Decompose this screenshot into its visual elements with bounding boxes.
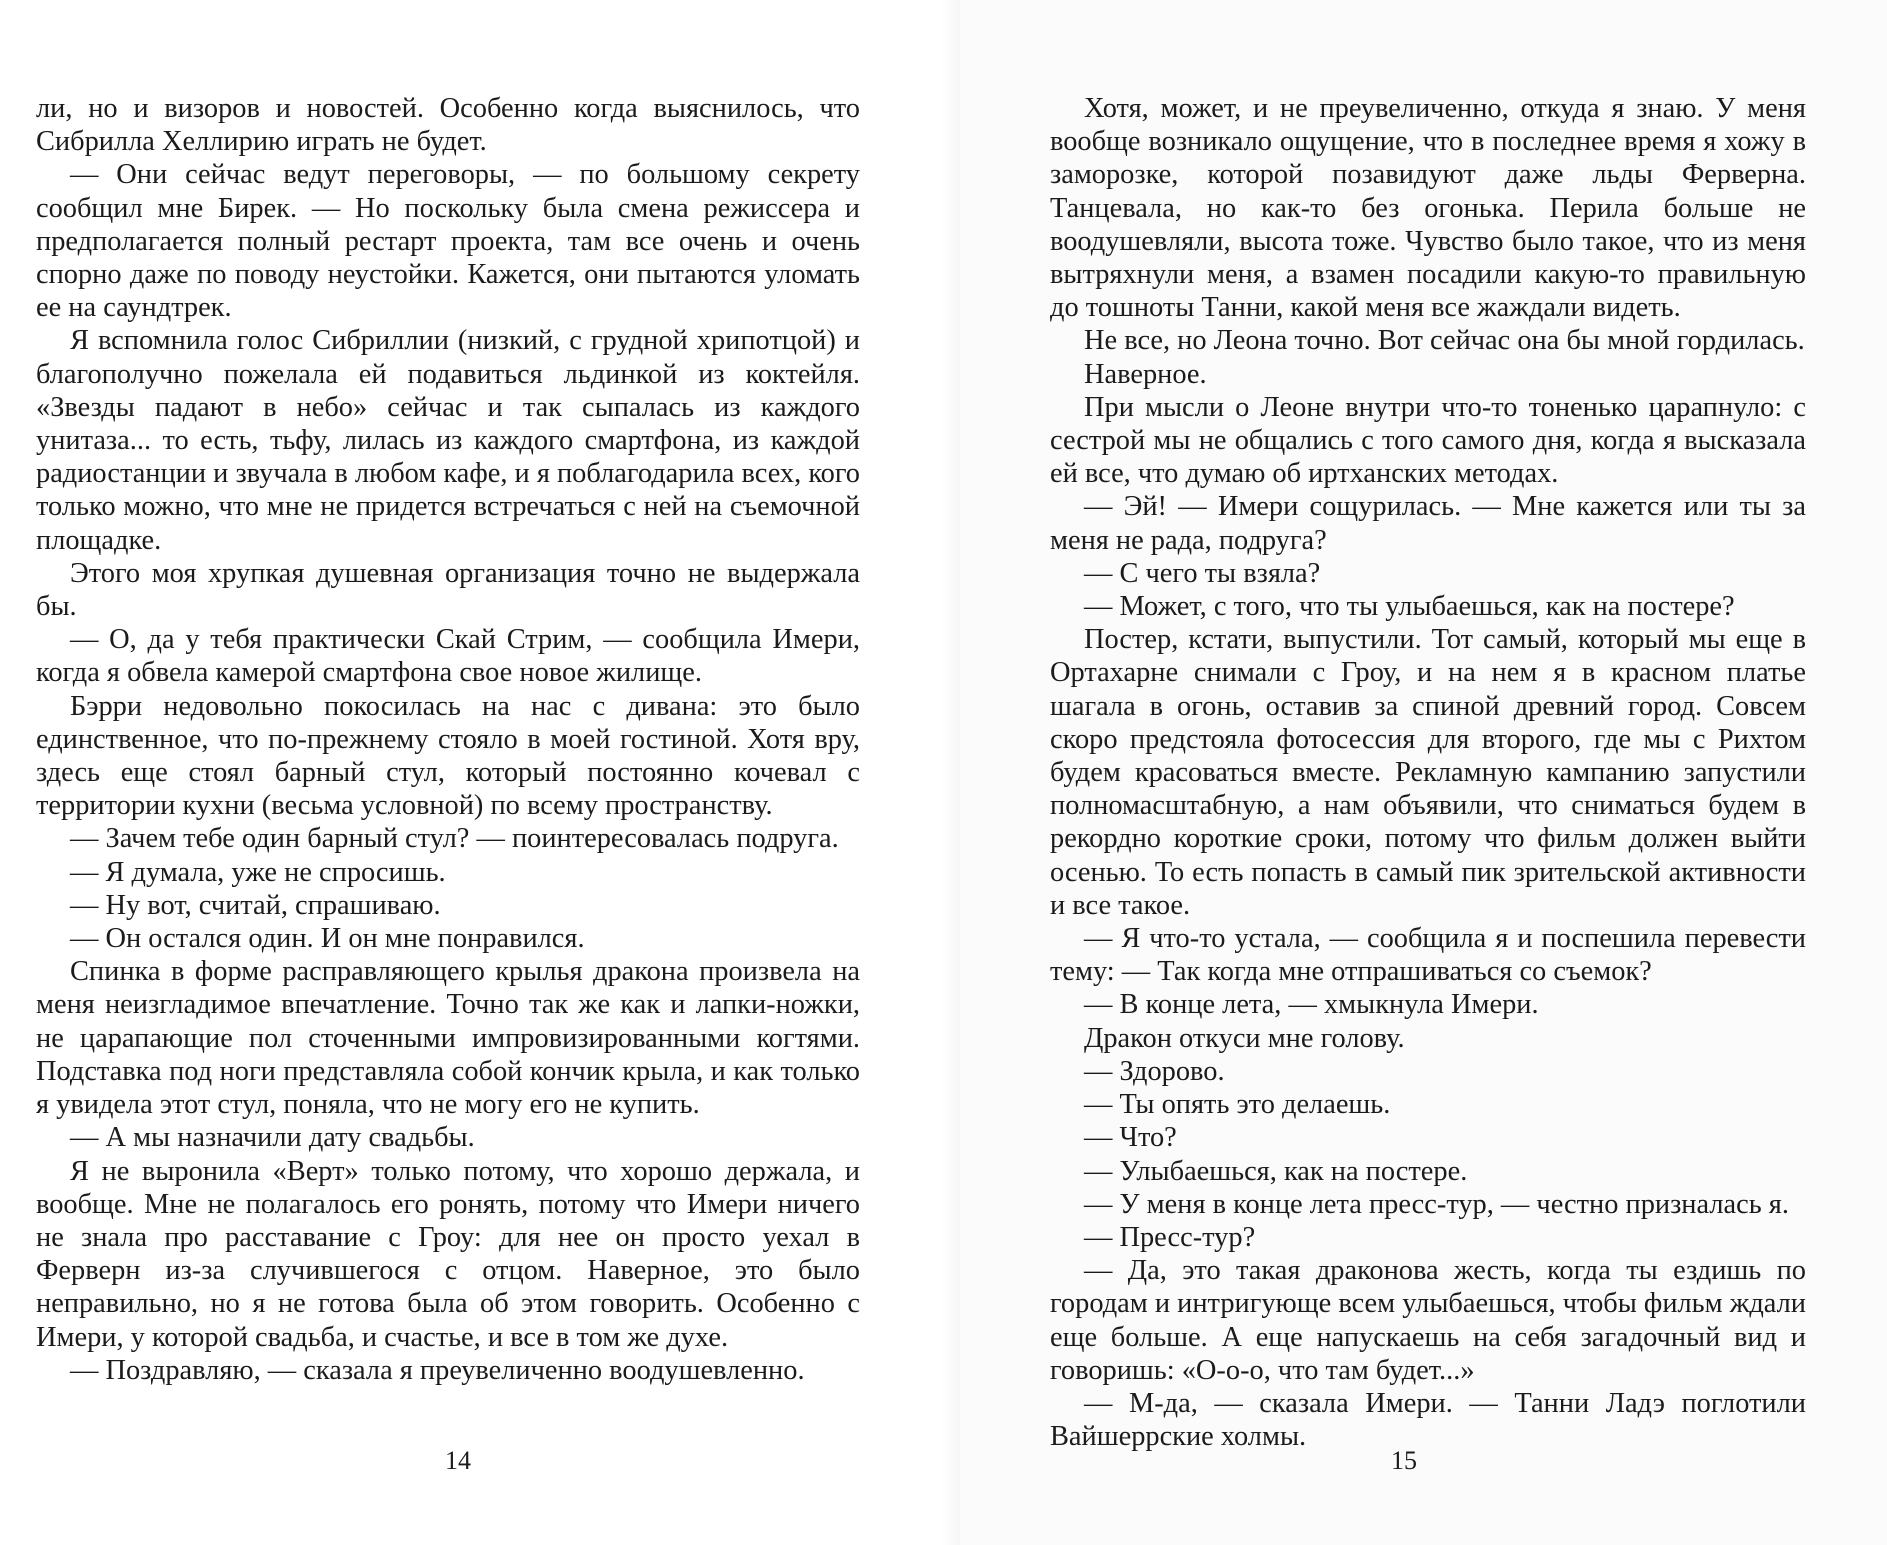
- page-number: 14: [445, 1446, 471, 1475]
- paragraph: — В конце лета, — хмыкнула Имери.: [1084, 989, 1539, 1021]
- paragraph: — Они сейчас ведут переговоры, — по большому секрету сообщил мне Бирек. — Но поскольку была смена режиссера и предполагается полный рестарт проекта, там все очень и очень спорно даже по поводу неустойки. Кажется, они пытаются уломать ее на саундтрек.: [36, 159, 860, 324]
- paragraph: — Поздравляю, — сказала я преувеличенно воодушевленно.: [70, 1354, 805, 1386]
- paragraph: — Эй! — Имери сощурилась. — Мне кажется или ты за меня не рада, подруга?: [1050, 491, 1806, 556]
- paragraph: — Может, с того, что ты улыбаешься, как на постере?: [1084, 591, 1735, 623]
- paragraph: — О, да у тебя практически Скай Стрим, — сообщила Имери, когда я обвела камерой смартфона свое новое жилище.: [36, 624, 860, 689]
- paragraph: — Зачем тебе один барный стул? — поинтересовалась подруга.: [70, 823, 839, 855]
- paragraph: При мысли о Леоне внутри что-то тоненько царапнуло: с сестрой мы не общались с того самого дня, когда я высказала ей все, что думаю об иртханских методах.: [1050, 391, 1806, 490]
- paragraph: Постер, кстати, выпустили. Тот самый, который мы еще в Ортахарне снимали с Гроу, и на нем я в красном платье шагала в огонь, оставив за спиной древний город. Совсем скоро предстояла фотосессия для второго, где мы с Рихтом будем красоваться вместе. Рекламную кампанию запустили полномасштабную, а нам объявили, что сниматься будем в рекордно короткие сроки, потому что фильм должен выйти осенью. То есть попасть в самый пик зрительской активности и все такое.: [1050, 624, 1806, 921]
- paragraph: Не все, но Леона точно. Вот сейчас она бы мной гордилась.: [1084, 325, 1805, 357]
- paragraph: — Улыбаешься, как на постере.: [1084, 1155, 1468, 1187]
- right-page-text: [1050, 92, 1806, 1453]
- paragraph: ли, но и визоров и новостей. Особенно когда выяснилось, что Сибрилла Хеллирию играть не будет.: [36, 93, 860, 158]
- paragraph: Дракон откуси мне голову.: [1084, 1022, 1405, 1054]
- paragraph: — Что?: [1084, 1122, 1177, 1154]
- paragraph: — Ну вот, считай, спрашиваю.: [70, 889, 441, 921]
- paragraph: — Да, это такая драконова жесть, когда ты ездишь по городам и интригующе всем улыбаешься, чтобы фильм ждали еще больше. А еще напускаешь на себя загадочный вид и говоришь: «О-о-о, что там будет...»: [1050, 1255, 1806, 1386]
- paragraph: — У меня в конце лета пресс-тур, — честно призналась я.: [1084, 1188, 1789, 1220]
- left-page-text: [36, 92, 860, 1387]
- paragraph: — С чего ты взяла?: [1084, 557, 1321, 589]
- paragraph: — А мы назначили дату свадьбы.: [70, 1122, 475, 1154]
- page-number: 15: [1391, 1446, 1417, 1475]
- right-page: [960, 0, 1887, 1545]
- paragraph: Я не выронила «Верт» только потому, что хорошо держала, и вообще. Мне не полагалось его ронять, потому что Имери ничего не знала про расставание с Гроу: для нее он просто уехал в Ферверн из-за случившегося с отцом. Наверное, это было неправильно, но я не готова была об этом говорить. Особенно с Имери, у которой свадьба, и счастье, и все в том же духе.: [36, 1155, 860, 1353]
- paragraph: — Я что-то устала, — сообщила я и поспешила перевести тему: — Так когда мне отпрашиваться со съемок?: [1050, 923, 1806, 988]
- paragraph: Бэрри недовольно покосилась на нас с дивана: это было единственное, что по-прежнему стояло в моей гостиной. Хотя вру, здесь еще стоял барный стул, который постоянно кочевал с территории кухни (весьма условной) по всему пространству.: [36, 690, 860, 822]
- paragraph: — Пресс-тур?: [1084, 1221, 1256, 1253]
- paragraph: — М-да, — сказала Имери. — Танни Ладэ поглотили Вайшеррские холмы.: [1050, 1387, 1806, 1453]
- paragraph: — Он остался один. И он мне понравился.: [70, 923, 585, 955]
- paragraph: Наверное.: [1084, 358, 1207, 390]
- paragraph: Спинка в форме расправляющего крылья дракона произвела на меня неизгладимое впечатление. Точно так же как и лапки-ножки, не царапающие пол сточенными импровизированными когтями. Подставка под ноги представляла собой кончик крыла, и как только я увидела этот стул, поняла, что не могу его не купить.: [36, 956, 860, 1121]
- paragraph: Хотя, может, и не преувеличенно, откуда я знаю. У меня вообще возникало ощущение, что в последнее время я хожу в заморозке, которой позавидуют даже льды Ферверна. Танцевала, но как-то без огонька. Перила больше не воодушевляли, высота тоже. Чувство было такое, что из меня вытряхнули меня, а взамен посадили какую-то правильную до тошноты Танни, какой меня все жаждали видеть.: [1050, 93, 1806, 324]
- paragraph: — Я думала, уже не спросишь.: [70, 856, 446, 888]
- paragraph: Этого моя хрупкая душевная организация точно не выдержала бы.: [36, 557, 860, 623]
- paragraph: — Ты опять это делаешь.: [1084, 1089, 1391, 1121]
- paragraph: — Здорово.: [1084, 1055, 1225, 1087]
- paragraph: Я вспомнила голос Сибриллии (низкий, с грудной хрипотцой) и благополучно пожелала ей подавиться льдинкой из коктейля. «Звезды падают в небо» сейчас и так сыпалась из каждого унитаза... то есть, тьфу, лилась из каждого смартфона, из каждой радиостанции и звучала в любом кафе, и я поблагодарила всех, кого только можно, что мне не придется встречаться с ней на съемочной площадке.: [36, 325, 860, 556]
